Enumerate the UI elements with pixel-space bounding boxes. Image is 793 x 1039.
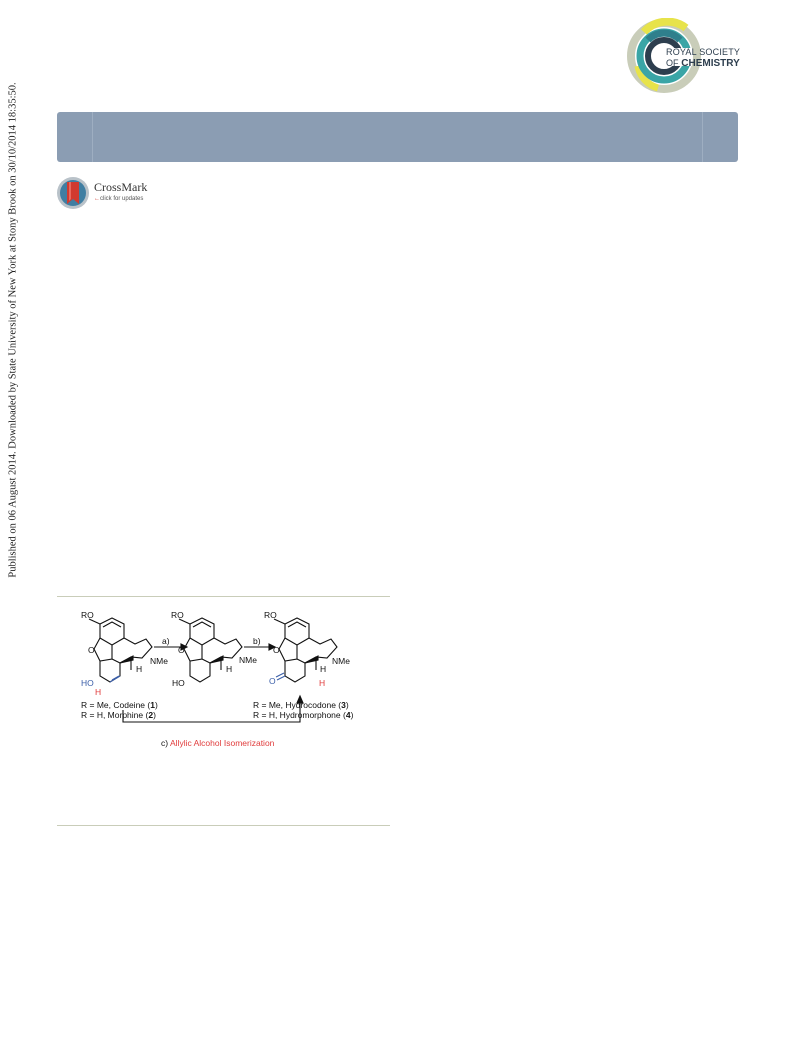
crossmark-icon xyxy=(56,176,90,210)
label-h-2: H xyxy=(226,664,233,674)
publisher-line-2: OF CHEMISTRY xyxy=(666,58,740,69)
label-h-red: H xyxy=(319,678,326,688)
arrow-a-label: a) xyxy=(162,636,170,646)
scheme-top-rule xyxy=(57,596,390,597)
label-h-3: H xyxy=(320,664,327,674)
label-ho-1: HO xyxy=(81,678,94,688)
label-ro-2: RO xyxy=(171,610,184,620)
publisher-line-1: ROYAL SOCIETY xyxy=(666,47,741,57)
publisher-name xyxy=(666,47,746,69)
caption-hydromorphone: R = H, Hydromorphone (4) xyxy=(253,710,354,720)
crossmark-subtitle: ←click for updates xyxy=(94,196,144,202)
scheme-bottom-rule xyxy=(57,825,390,826)
label-ro-3: RO xyxy=(264,610,277,620)
label-nme-1: NMe xyxy=(150,656,168,666)
molecule-codeine xyxy=(89,618,152,682)
article-header-banner xyxy=(57,112,738,162)
crossmark-button[interactable] xyxy=(56,176,176,212)
arrow-b-label: b) xyxy=(253,636,261,646)
publication-note xyxy=(2,10,24,650)
crossmark-title: CrossMark xyxy=(94,180,148,194)
arrow-c-label: c) Allylic Alcohol Isomerization xyxy=(161,738,275,748)
label-nme-2: NMe xyxy=(239,655,257,665)
reaction-scheme xyxy=(57,600,390,822)
label-h-allyl: H xyxy=(95,687,102,697)
caption-codeine: R = Me, Codeine (1) xyxy=(81,700,158,710)
label-nme-3: NMe xyxy=(332,656,350,666)
label-ho-2: HO xyxy=(172,678,185,688)
label-h-1: H xyxy=(136,664,143,674)
label-o-3: O xyxy=(273,645,280,655)
label-o-ketone: O xyxy=(269,676,276,686)
caption-morphine: R = H, Morphine (2) xyxy=(81,710,156,720)
caption-hydrocodone: R = Me, Hydrocodone (3) xyxy=(253,700,349,710)
label-o-1: O xyxy=(88,645,95,655)
publication-note-text: Published on 06 August 2014. Downloaded by State University of New York at Stony Brook on 30/10/2014 18:35:50. xyxy=(7,82,19,578)
molecule-dihydro xyxy=(179,618,242,682)
label-ro-1: RO xyxy=(81,610,94,620)
molecule-hydrocodone xyxy=(274,618,337,682)
arrow-left-icon: ← xyxy=(94,196,100,202)
label-o-2: O xyxy=(178,645,185,655)
